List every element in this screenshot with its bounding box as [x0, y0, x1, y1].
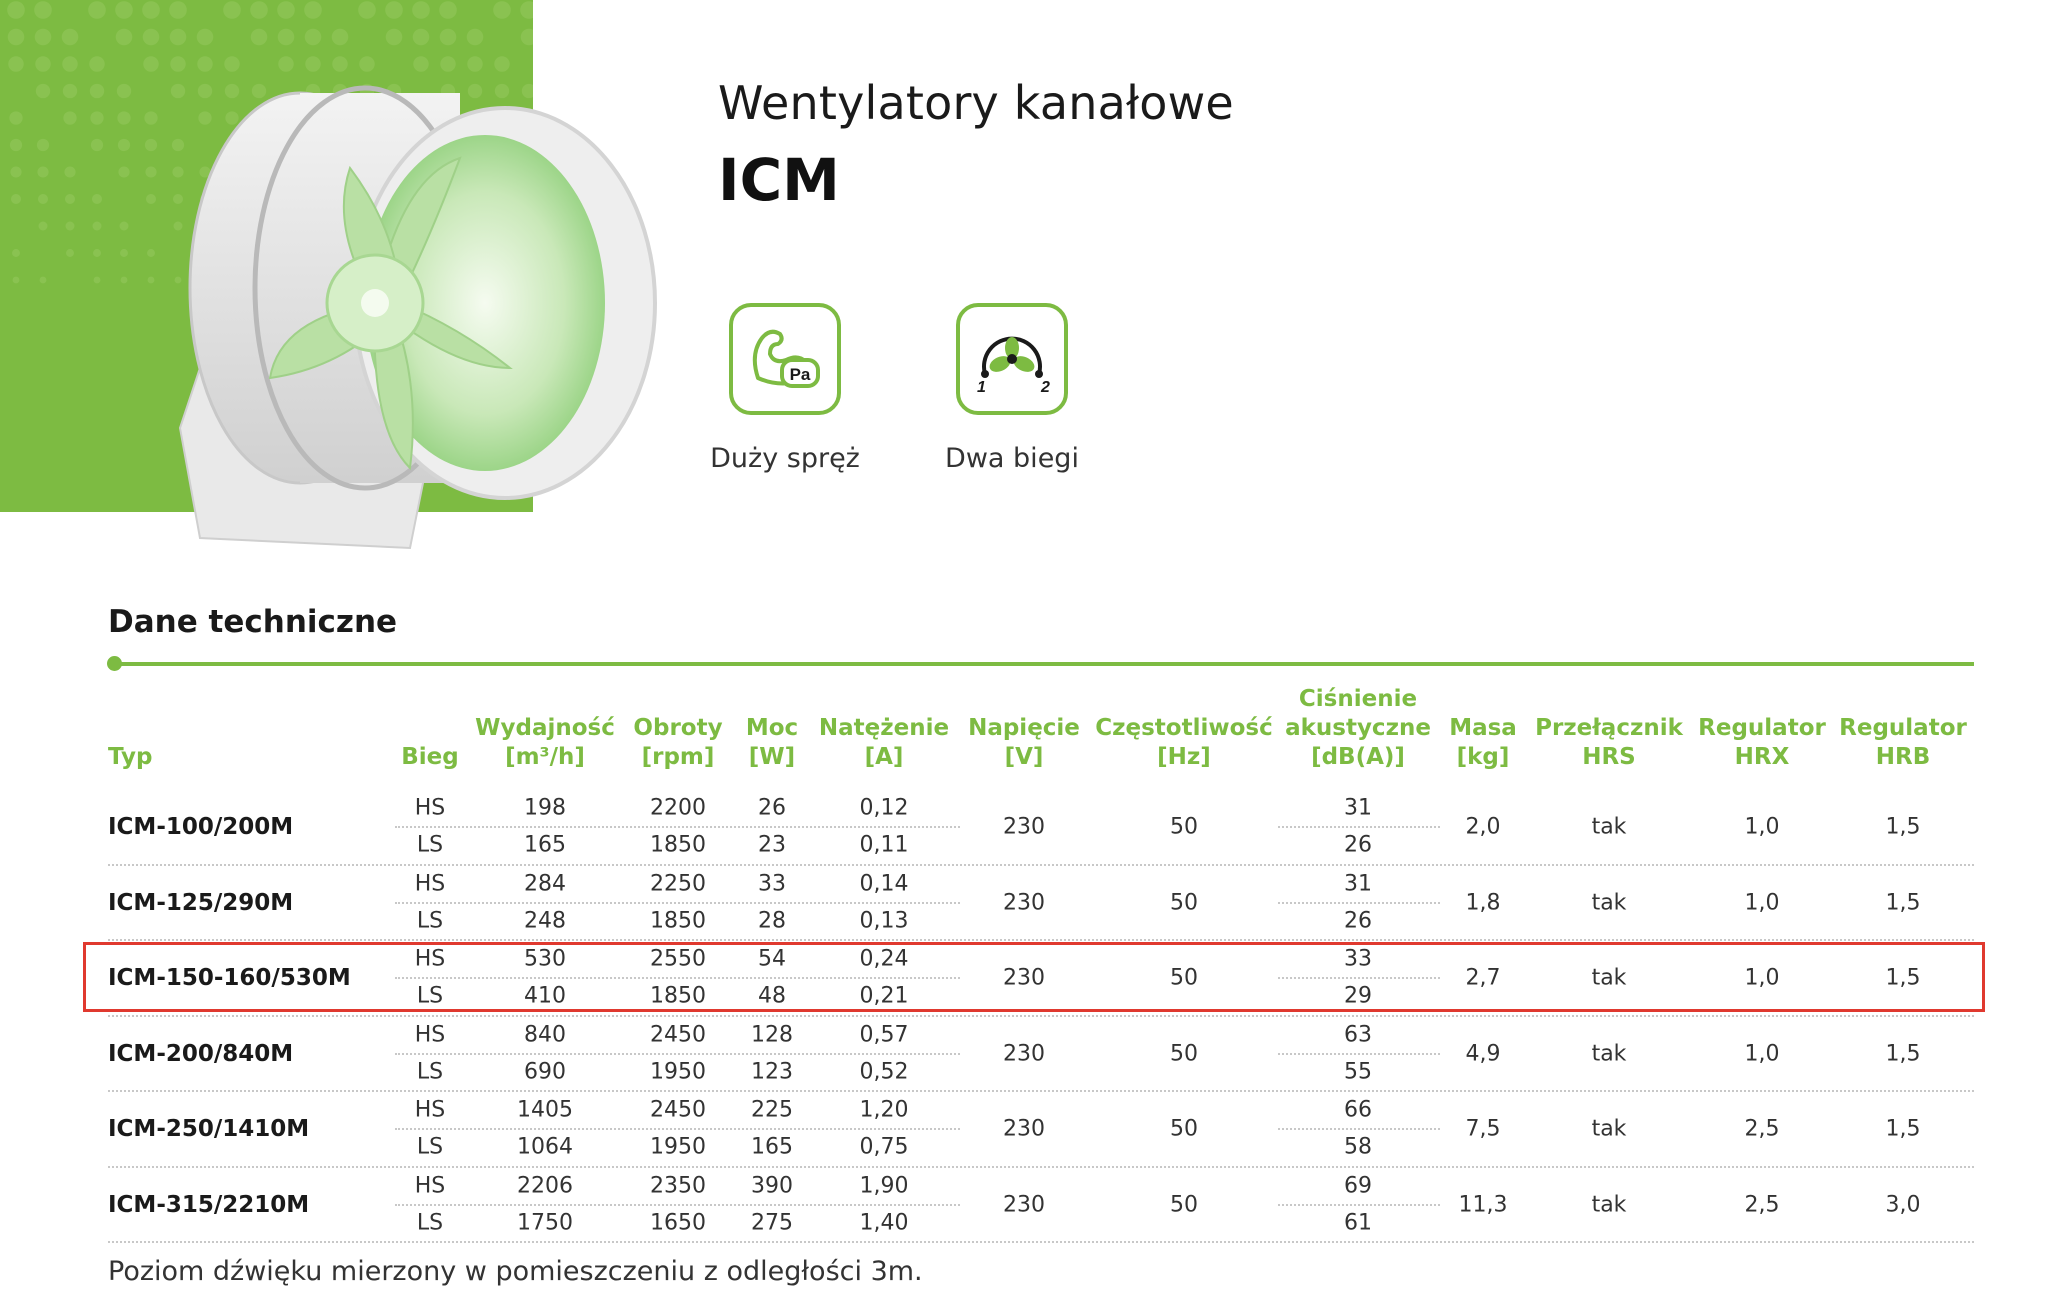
cell-hrs: tak: [1591, 1041, 1627, 1066]
row-divider: [108, 1090, 1974, 1092]
cell-nat-hs: 0,14: [859, 871, 909, 896]
column-header-line: Typ: [108, 744, 153, 770]
row-mid-divider: [1278, 826, 1440, 828]
cell-hrs: tak: [1591, 1116, 1627, 1142]
cell-hrx: 1,0: [1744, 1041, 1780, 1066]
cell-cis-ls: 26: [1344, 908, 1372, 933]
cell-moc-hs: 225: [751, 1097, 793, 1123]
cell-hz: 50: [1170, 890, 1198, 915]
model-type: ICM-250/1410M: [108, 1116, 310, 1142]
page-title: Wentylatory kanałowe: [718, 76, 1234, 130]
cell-nat-ls: 0,13: [859, 908, 909, 933]
cell-moc-hs: 33: [758, 871, 786, 896]
duct-fan-image: [110, 68, 670, 568]
cell-bieg-hs: HS: [414, 871, 446, 896]
row-mid-divider: [1278, 1128, 1440, 1130]
cell-nat-hs: 0,12: [859, 795, 909, 821]
svg-text:2: 2: [1041, 379, 1050, 396]
cell-cis-hs: 69: [1344, 1173, 1372, 1198]
column-header: [633, 714, 722, 772]
cell-masa: 1,8: [1465, 890, 1501, 915]
cell-nap: 230: [1003, 814, 1045, 840]
column-header-line: Natężenie: [818, 715, 950, 741]
column-header-line: Regulator: [1698, 715, 1826, 741]
column-header-line: Wydajność: [475, 715, 615, 741]
cell-cis-hs: 66: [1344, 1097, 1372, 1123]
column-header-line: HRB: [1875, 744, 1931, 770]
cell-moc-hs: 26: [758, 795, 786, 821]
cell-hrb: 1,5: [1885, 965, 1921, 991]
cell-moc-hs: 128: [751, 1022, 793, 1047]
cell-bieg-hs: HS: [414, 1022, 446, 1047]
cell-cis-ls: 29: [1344, 983, 1372, 1009]
column-header-line: Masa: [1449, 715, 1517, 741]
cell-hrb: 1,5: [1885, 890, 1921, 915]
cell-wyd-hs: 198: [524, 795, 566, 821]
column-header-line: [V]: [1004, 744, 1044, 770]
row-mid-divider: [395, 826, 960, 828]
cell-obr-hs: 2450: [650, 1097, 706, 1123]
column-header: [819, 714, 949, 772]
column-header: [1095, 714, 1273, 772]
column-header-line: Moc: [745, 715, 799, 741]
section-title: Dane techniczne: [108, 604, 398, 640]
cell-hrs: tak: [1591, 1192, 1627, 1217]
cell-obr-ls: 1950: [650, 1059, 706, 1084]
cell-bieg-hs: HS: [414, 1173, 446, 1198]
cell-hz: 50: [1170, 1192, 1198, 1217]
column-header: [1698, 714, 1826, 772]
feature-label: Duży spręż: [710, 443, 860, 474]
cell-wyd-ls: 1750: [517, 1210, 573, 1235]
cell-nat-ls: 0,75: [859, 1134, 909, 1160]
cell-bieg-ls: LS: [416, 983, 444, 1009]
column-header: [1535, 714, 1683, 772]
row-mid-divider: [395, 1204, 960, 1206]
cell-obr-ls: 1850: [650, 983, 706, 1009]
cell-obr-hs: 2450: [650, 1022, 706, 1047]
cell-nat-hs: 1,90: [859, 1173, 909, 1198]
column-header: [1449, 714, 1517, 772]
two-speed-fan-icon: [956, 303, 1068, 415]
row-mid-divider: [395, 1128, 960, 1130]
cell-bieg-hs: HS: [414, 1097, 446, 1123]
svg-text:Pa: Pa: [789, 365, 811, 384]
cell-wyd-ls: 410: [524, 983, 566, 1009]
cell-bieg-hs: HS: [414, 795, 446, 821]
cell-nat-ls: 0,11: [859, 832, 909, 858]
cell-hrb: 1,5: [1885, 1041, 1921, 1066]
cell-nap: 230: [1003, 1116, 1045, 1142]
column-header-line: [Hz]: [1157, 744, 1211, 770]
cell-masa: 7,5: [1465, 1116, 1501, 1142]
column-header-line: Regulator: [1839, 715, 1967, 741]
row-mid-divider: [395, 1053, 960, 1055]
column-header-line: akustyczne: [1285, 715, 1431, 741]
column-header-line: HRS: [1582, 744, 1636, 770]
cell-bieg-ls: LS: [416, 908, 444, 933]
cell-hrb: 3,0: [1885, 1192, 1921, 1217]
cell-cis-hs: 31: [1344, 795, 1372, 821]
column-header-line: Częstotliwość: [1095, 715, 1273, 741]
column-header: [1285, 685, 1431, 772]
cell-hrs: tak: [1591, 890, 1627, 915]
cell-cis-hs: 63: [1344, 1022, 1372, 1047]
row-divider: [108, 1015, 1974, 1017]
cell-obr-ls: 1650: [650, 1210, 706, 1235]
cell-wyd-hs: 530: [524, 946, 566, 972]
column-header-line: Ciśnienie: [1298, 686, 1418, 712]
row-divider: [108, 1166, 1974, 1168]
column-header-line: Przełącznik: [1535, 715, 1683, 741]
model-type: ICM-315/2210M: [108, 1191, 310, 1218]
cell-moc-ls: 123: [751, 1059, 793, 1084]
highlighted-row-outline: [83, 942, 1985, 1012]
cell-nap: 230: [1003, 890, 1045, 915]
cell-nat-ls: 1,40: [859, 1210, 909, 1235]
cell-moc-hs: 54: [758, 946, 786, 972]
cell-masa: 11,3: [1458, 1192, 1508, 1217]
cell-moc-hs: 390: [751, 1173, 793, 1198]
cell-cis-hs: 33: [1344, 946, 1372, 972]
cell-hz: 50: [1170, 1041, 1198, 1066]
cell-hz: 50: [1170, 814, 1198, 840]
row-divider: [108, 1241, 1974, 1243]
column-header: [108, 743, 152, 772]
cell-cis-ls: 58: [1344, 1134, 1372, 1160]
cell-hrx: 1,0: [1744, 890, 1780, 915]
cell-wyd-hs: 2206: [517, 1173, 573, 1198]
cell-nat-hs: 0,57: [859, 1022, 909, 1047]
column-header-line: HRX: [1734, 744, 1790, 770]
cell-hrx: 2,5: [1744, 1192, 1780, 1217]
cell-nat-hs: 0,24: [859, 946, 909, 972]
row-divider: [108, 864, 1974, 866]
cell-hrx: 1,0: [1744, 965, 1780, 991]
column-header-line: [W]: [748, 744, 796, 770]
cell-bieg-ls: LS: [416, 832, 444, 858]
column-header-line: [kg]: [1456, 744, 1510, 770]
svg-text:1: 1: [977, 379, 986, 396]
cell-hrx: 2,5: [1744, 1116, 1780, 1142]
column-header: [401, 743, 458, 772]
cell-masa: 2,7: [1465, 965, 1501, 991]
cell-wyd-hs: 284: [524, 871, 566, 896]
row-mid-divider: [1278, 902, 1440, 904]
section-divider: [114, 662, 1974, 666]
cell-obr-hs: 2350: [650, 1173, 706, 1198]
cell-cis-ls: 61: [1344, 1210, 1372, 1235]
cell-nap: 230: [1003, 1041, 1045, 1066]
cell-masa: 4,9: [1465, 1041, 1501, 1066]
cell-nat-ls: 0,52: [859, 1059, 909, 1084]
cell-hz: 50: [1170, 1116, 1198, 1142]
model-type: ICM-125/290M: [108, 889, 294, 916]
cell-cis-ls: 26: [1344, 832, 1372, 858]
cell-wyd-ls: 690: [524, 1059, 566, 1084]
cell-moc-ls: 28: [758, 908, 786, 933]
cell-obr-ls: 1850: [650, 832, 706, 858]
column-header-line: [rpm]: [641, 744, 715, 770]
cell-obr-ls: 1950: [650, 1134, 706, 1160]
cell-obr-hs: 2550: [650, 946, 706, 972]
cell-wyd-ls: 165: [524, 832, 566, 858]
cell-hrx: 1,0: [1744, 814, 1780, 840]
muscle-pressure-icon: [729, 303, 841, 415]
cell-nat-hs: 1,20: [859, 1097, 909, 1123]
cell-wyd-ls: 1064: [517, 1134, 573, 1160]
column-header: [1839, 714, 1967, 772]
cell-nat-ls: 0,21: [859, 983, 909, 1009]
cell-obr-ls: 1850: [650, 908, 706, 933]
column-header-line: Bieg: [401, 744, 459, 770]
column-header-line: [dB(A)]: [1311, 744, 1405, 770]
cell-bieg-hs: HS: [414, 946, 446, 972]
cell-bieg-ls: LS: [416, 1059, 444, 1084]
cell-cis-ls: 55: [1344, 1059, 1372, 1084]
cell-wyd-hs: 1405: [517, 1097, 573, 1123]
cell-hrb: 1,5: [1885, 1116, 1921, 1142]
model-type: ICM-150-160/530M: [108, 965, 351, 991]
cell-hz: 50: [1170, 965, 1198, 991]
cell-moc-ls: 23: [758, 832, 786, 858]
row-mid-divider: [1278, 1204, 1440, 1206]
feature-label: Dwa biegi: [945, 443, 1079, 474]
cell-nap: 230: [1003, 965, 1045, 991]
cell-obr-hs: 2250: [650, 871, 706, 896]
cell-hrs: tak: [1591, 965, 1627, 991]
feature-two-speeds: [897, 303, 1127, 474]
cell-moc-ls: 275: [751, 1210, 793, 1235]
cell-bieg-ls: LS: [416, 1210, 444, 1235]
cell-masa: 2,0: [1465, 814, 1501, 840]
cell-wyd-hs: 840: [524, 1022, 566, 1047]
cell-moc-ls: 48: [758, 983, 786, 1009]
column-header: [475, 714, 615, 772]
column-header: [746, 714, 798, 772]
footnote: Poziom dźwięku mierzony w pomieszczeniu z odległości 3m.: [108, 1256, 923, 1287]
cell-nap: 230: [1003, 1192, 1045, 1217]
column-header-line: Napięcie: [968, 715, 1080, 741]
feature-high-pressure: [670, 303, 900, 474]
row-mid-divider: [1278, 1053, 1440, 1055]
model-type: ICM-100/200M: [108, 814, 294, 840]
cell-moc-ls: 165: [751, 1134, 793, 1160]
column-header-line: [A]: [864, 744, 904, 770]
cell-hrs: tak: [1591, 814, 1627, 840]
column-header-line: [m³/h]: [505, 744, 585, 770]
row-mid-divider: [395, 902, 960, 904]
cell-wyd-ls: 248: [524, 908, 566, 933]
model-type: ICM-200/840M: [108, 1040, 294, 1067]
row-divider: [108, 939, 1974, 941]
model-name: ICM: [718, 146, 840, 214]
column-header-line: Obroty: [633, 715, 723, 741]
column-header: [968, 714, 1080, 772]
cell-bieg-ls: LS: [416, 1134, 444, 1160]
cell-hrb: 1,5: [1885, 814, 1921, 840]
cell-obr-hs: 2200: [650, 795, 706, 821]
cell-cis-hs: 31: [1344, 871, 1372, 896]
